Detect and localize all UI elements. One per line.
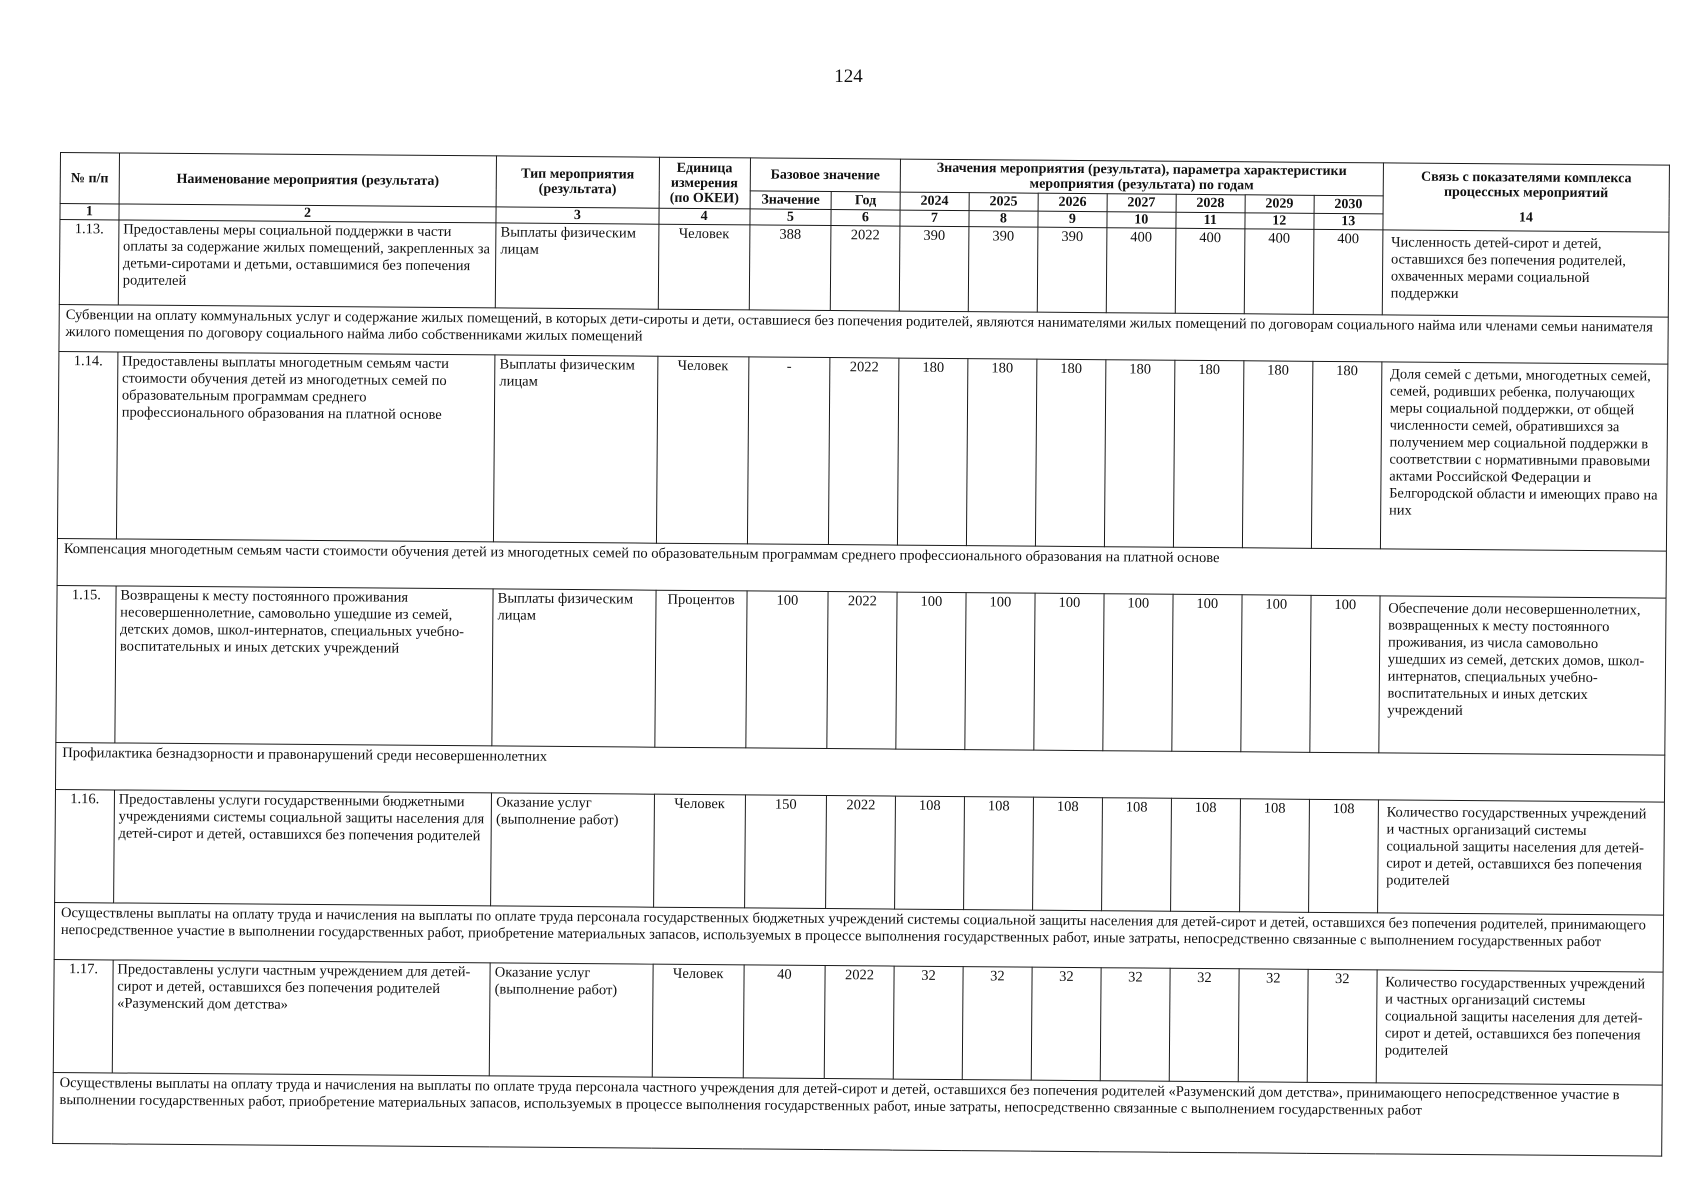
row-value-2024: 100 bbox=[896, 592, 966, 750]
row-value-2026: 32 bbox=[1031, 967, 1101, 1081]
header-name: Наименование мероприятия (результата) bbox=[119, 153, 497, 207]
table-header bbox=[60, 153, 1669, 233]
row-type: Оказание услуг (выполнение работ) bbox=[491, 793, 654, 907]
table-row bbox=[55, 789, 1665, 915]
row-value-2030: 32 bbox=[1307, 969, 1377, 1083]
row-name: Возвращены к месту постоянного проживания несовершеннолетние, самовольно ушедшие из семей, детских домов, школ-интернатов, специальных учебно-воспитательных и иных детских учреждений bbox=[115, 586, 494, 746]
row-value-2027: 180 bbox=[1104, 360, 1174, 548]
row-value-2025: 100 bbox=[965, 593, 1035, 751]
row-name: Предоставлены меры социальной поддержки в части оплаты за содержание жилых помещений, закрепленных за детьми-сиротами и детьми, оставшимися без попечения родителей bbox=[118, 220, 496, 308]
row-num: 1.17. bbox=[53, 959, 113, 1072]
row-base-year: 2022 bbox=[824, 966, 894, 1080]
row-base-value: - bbox=[747, 357, 830, 545]
table-row bbox=[57, 351, 1667, 551]
header-type: Тип мероприятия (результата) bbox=[496, 156, 659, 208]
header-base-value: Значение bbox=[750, 191, 831, 210]
row-type: Оказание услуг (выполнение работ) bbox=[489, 963, 652, 1077]
row-unit: Человек bbox=[652, 964, 744, 1078]
row-value-2025: 108 bbox=[963, 797, 1033, 911]
header-values: Значения мероприятия (результата), параметра характеристики мероприятия (результата) по годам bbox=[900, 159, 1383, 196]
header-base-year: Год bbox=[831, 192, 900, 211]
header-num: № п/п bbox=[60, 153, 119, 204]
header-year-2028: 2028 bbox=[1176, 194, 1245, 213]
row-value-2026: 108 bbox=[1032, 797, 1102, 911]
row-num: 1.16. bbox=[55, 789, 115, 902]
table-body bbox=[53, 220, 1669, 1157]
row-base-value: 388 bbox=[749, 225, 831, 311]
row-value-2027: 100 bbox=[1103, 594, 1173, 752]
row-value-2028: 400 bbox=[1175, 228, 1245, 314]
column-number: 9 bbox=[1038, 211, 1107, 228]
row-base-value: 100 bbox=[746, 591, 828, 749]
column-number: 8 bbox=[969, 211, 1038, 228]
row-note: Субвенции на оплату коммунальных услуг и содержание жилых помещений, в которых дети-сироты и дети, оставшиеся без попечения родителей, являются нанимателями жилых помещений по договорам социального найма или членами семьи нанимателя жилого помещения по договору социального найма либо собственниками жилых помещений bbox=[59, 304, 1668, 364]
row-base-year: 2022 bbox=[828, 358, 898, 546]
row-value-2025: 180 bbox=[966, 359, 1036, 547]
column-number: 13 bbox=[1314, 213, 1383, 230]
row-unit: Процентов bbox=[654, 590, 747, 748]
row-value-2030: 100 bbox=[1310, 595, 1380, 753]
row-base-year: 2022 bbox=[830, 226, 900, 312]
row-indicator: Количество государственных учреждений и частных организаций системы социальной защиты населения для детей-сирот и детей, оставшихся без попечения родителей bbox=[1376, 970, 1663, 1085]
row-type: Выплаты физическим лицам bbox=[492, 589, 656, 747]
row-note: Осуществлены выплаты на оплату труда и начисления на выплаты по оплате труда персонала частного учреждения для детей-сирот и детей, оставшихся без попечения родителей «Разуменский дом детства», принимающего непосредственное участие в выполнении государственных работ, приобретение материальных запасов, используемых в процессе выполнения государственных работ, иные затраты, непосредственно связанные с выполнением государственных работ bbox=[53, 1072, 1663, 1156]
header-year-2026: 2026 bbox=[1038, 193, 1107, 212]
row-value-2025: 32 bbox=[962, 967, 1032, 1081]
row-value-2027: 32 bbox=[1100, 968, 1170, 1082]
row-value-2026: 390 bbox=[1037, 227, 1107, 313]
row-base-value: 40 bbox=[743, 965, 825, 1079]
column-number: 2 bbox=[119, 204, 496, 223]
row-num: 1.13. bbox=[59, 220, 118, 305]
row-num: 1.14. bbox=[57, 351, 117, 538]
row-unit: Человек bbox=[656, 356, 749, 544]
row-name: Предоставлены услуги частным учреждением для детей-сирот и детей, оставшихся без попечения родителей «Разуменский дом детства» bbox=[112, 960, 490, 1076]
row-base-value: 150 bbox=[744, 795, 826, 909]
header-year-2030: 2030 bbox=[1314, 195, 1383, 214]
row-value-2029: 108 bbox=[1239, 799, 1309, 913]
column-number: 10 bbox=[1107, 212, 1176, 229]
header-year-2025: 2025 bbox=[969, 193, 1038, 212]
row-note: Профилактика безнадзорности и правонарушений среди несовершеннолетних bbox=[55, 742, 1664, 802]
row-unit: Человек bbox=[658, 224, 750, 310]
row-value-2029: 180 bbox=[1242, 361, 1312, 549]
row-base-year: 2022 bbox=[827, 592, 897, 750]
row-indicator: Обеспечение доли несовершеннолетних, возвращенных к месту постоянного проживания, из числа самовольно ушедших из семей, детских домов, школ-интернатов, специальных учебно-воспитательных и иных детских учреждений bbox=[1379, 596, 1666, 755]
row-note: Осуществлены выплаты на оплату труда и начисления на выплаты по оплате труда персонала государственных бюджетных учреждений системы социальной защиты населения для детей-сирот и детей, оставшихся без попечения родителей, принимающего непосредственное участие в выполнении государственных работ, приобретение материальных запасов, используемых в процессе выполнения государственных работ, иные затраты, непосредственно связанные с выполнением государственных работ bbox=[54, 902, 1663, 972]
page-number: 124 bbox=[834, 66, 863, 87]
table-row bbox=[59, 220, 1669, 318]
table-row-note bbox=[53, 1072, 1663, 1156]
header-year-2024: 2024 bbox=[900, 192, 969, 211]
row-value-2028: 180 bbox=[1173, 360, 1243, 548]
row-unit: Человек bbox=[653, 794, 745, 908]
row-value-2028: 108 bbox=[1170, 798, 1240, 912]
column-number: 14 bbox=[1518, 209, 1533, 226]
column-number: 3 bbox=[496, 207, 658, 224]
row-num: 1.15. bbox=[56, 585, 116, 742]
row-value-2024: 180 bbox=[897, 358, 967, 546]
row-value-2024: 108 bbox=[895, 796, 965, 910]
row-name: Предоставлены услуги государственными бюджетными учреждениями системы социальной защиты населения для детей-сирот и детей, оставшихся без попечения родителей bbox=[113, 790, 491, 906]
column-number: 4 bbox=[658, 208, 749, 225]
row-type: Выплаты физическим лицам bbox=[495, 223, 658, 309]
row-name: Предоставлены выплаты многодетным семьям части стоимости обучения детей из многодетных семей по образовательным программам среднего профессионального образования на платной основе bbox=[116, 352, 495, 542]
row-value-2027: 108 bbox=[1101, 798, 1171, 912]
column-number: 7 bbox=[900, 210, 969, 227]
row-indicator: Доля семей с детьми, многодетных семей, семей, родивших ребенка, получающих меры социальной поддержки, от общей численности семей, обратившихся за получением мер социальной поддержки в соответствии с нормативными правовыми актами Российской Федерации и Белгородской области и имеющих право на них bbox=[1380, 362, 1668, 551]
row-type: Выплаты физическим лицам bbox=[494, 355, 658, 543]
row-value-2028: 100 bbox=[1172, 594, 1242, 752]
row-value-2026: 180 bbox=[1035, 359, 1105, 547]
row-value-2024: 32 bbox=[893, 966, 963, 1080]
header-year-2027: 2027 bbox=[1107, 194, 1176, 213]
row-value-2030: 400 bbox=[1313, 229, 1383, 315]
column-number: 6 bbox=[831, 210, 900, 227]
header-year-2029: 2029 bbox=[1245, 195, 1314, 214]
header-unit: Единица измерения (по ОКЕИ) bbox=[659, 157, 751, 209]
row-value-2030: 108 bbox=[1308, 799, 1378, 913]
column-number: 5 bbox=[750, 209, 831, 226]
row-value-2029: 32 bbox=[1238, 969, 1308, 1083]
activities-table bbox=[52, 152, 1670, 1157]
row-indicator: Численность детей-сирот и детей, оставшихся без попечения родителей, охваченных мерами социальной поддержки bbox=[1382, 230, 1669, 317]
row-value-2024: 390 bbox=[899, 226, 969, 312]
row-indicator: Количество государственных учреждений и частных организаций системы социальной защиты населения для детей-сирот и детей, оставшихся без попечения родителей bbox=[1377, 800, 1664, 915]
row-value-2029: 400 bbox=[1244, 229, 1314, 315]
header-link: Связь с показателями комплекса процессных мероприятий 14 bbox=[1383, 163, 1670, 232]
row-value-2025: 390 bbox=[968, 227, 1038, 313]
row-value-2029: 100 bbox=[1241, 595, 1311, 753]
table-row bbox=[53, 959, 1663, 1085]
row-base-year: 2022 bbox=[826, 796, 896, 910]
row-value-2030: 180 bbox=[1311, 361, 1381, 549]
row-note: Компенсация многодетным семьям части стоимости обучения детей из многодетных семей по образовательным программам среднего профессионального образования на платной основе bbox=[57, 538, 1666, 598]
row-value-2027: 400 bbox=[1106, 228, 1176, 314]
row-value-2028: 32 bbox=[1169, 968, 1239, 1082]
column-number: 1 bbox=[60, 204, 119, 220]
row-value-2026: 100 bbox=[1034, 593, 1104, 751]
header-base: Базовое значение bbox=[750, 158, 900, 192]
column-number: 11 bbox=[1176, 212, 1245, 229]
table-row bbox=[56, 585, 1666, 755]
column-number: 12 bbox=[1245, 213, 1314, 230]
